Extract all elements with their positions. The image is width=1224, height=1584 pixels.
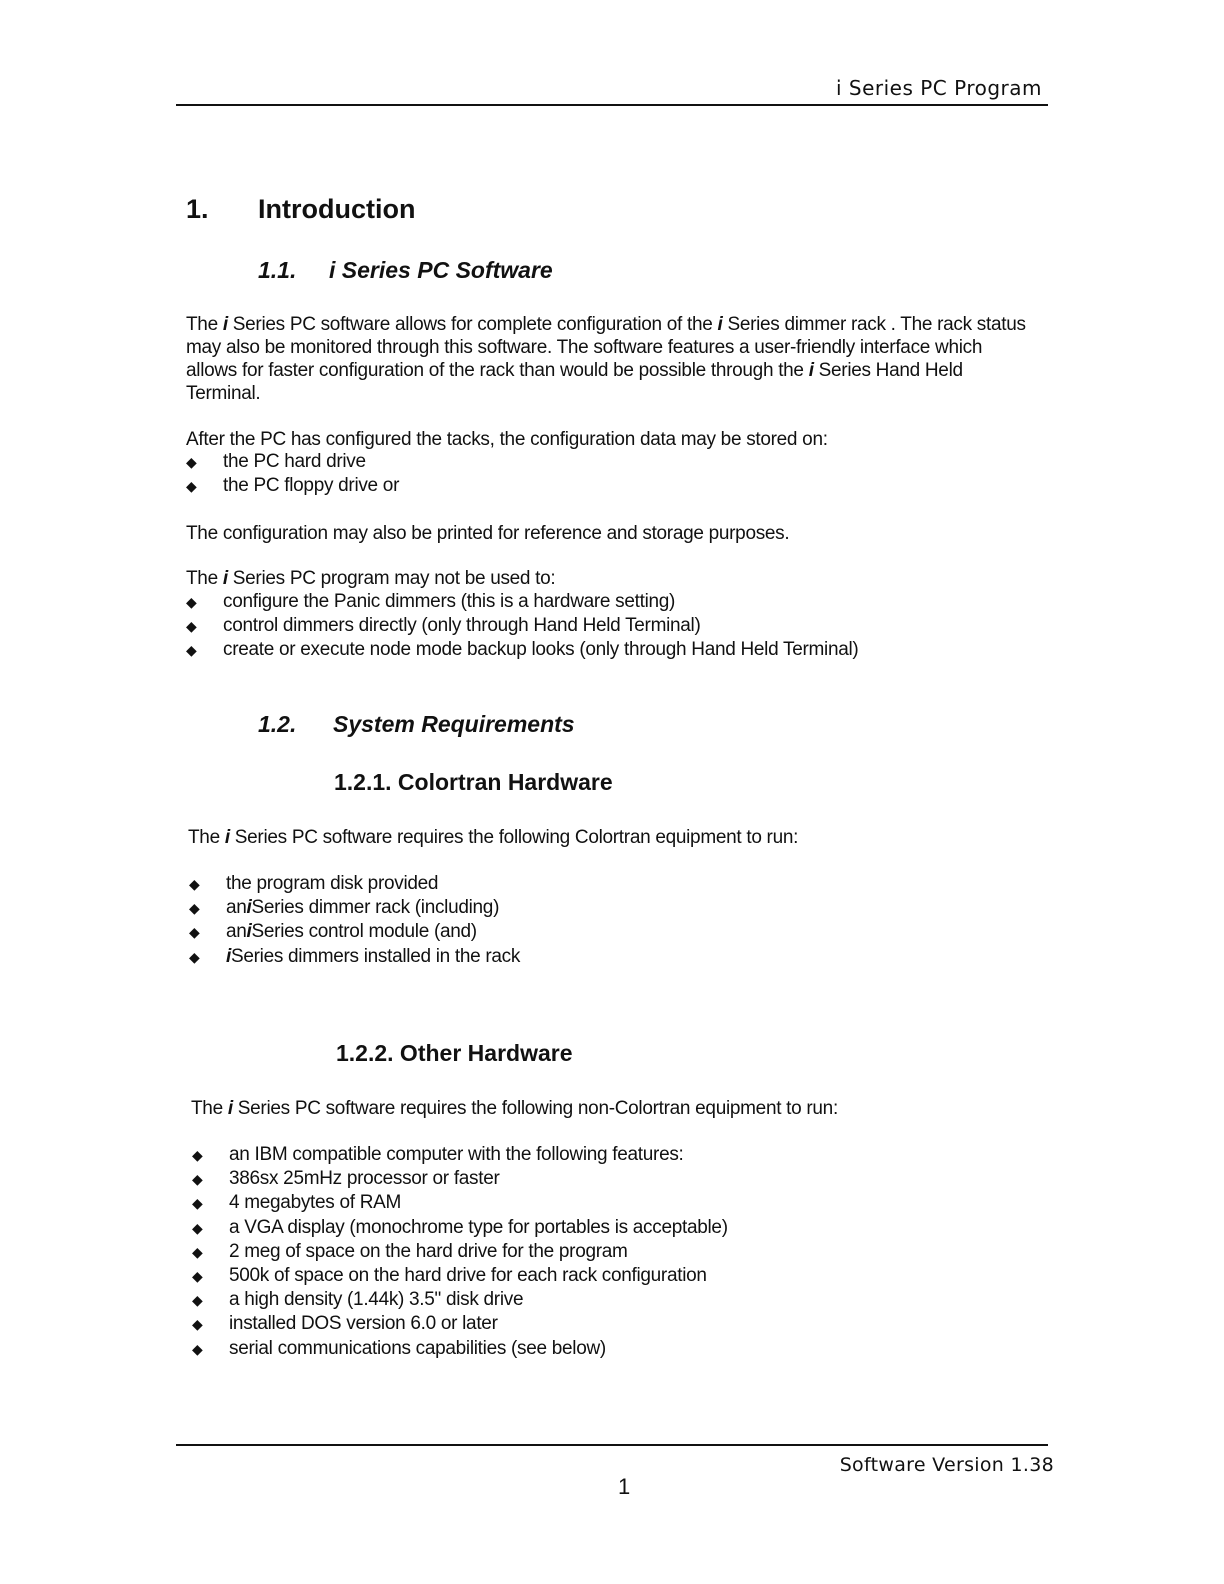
colortran-list (189, 872, 520, 969)
diamond-bullet-icon: ◆ (189, 948, 200, 965)
section-1-2-number: 1.2. (258, 711, 297, 737)
diamond-bullet-icon: ◆ (186, 454, 197, 470)
diamond-bullet-icon: ◆ (186, 642, 197, 659)
list-item: ◆ a high density (1.44k) 3.5" disk drive (192, 1288, 728, 1312)
header-rule (176, 104, 1048, 106)
footer-rule (176, 1444, 1048, 1446)
section-1-2-1-title: 1.2.1. Colortran Hardware (334, 769, 613, 795)
print-paragraph: The configuration may also be printed for reference and storage purposes. (186, 523, 790, 544)
page-number: 1 (618, 1474, 631, 1499)
running-header: i Series PC Program (835, 76, 1042, 100)
diamond-bullet-icon: ◆ (189, 924, 200, 941)
section-1-number: 1. (186, 194, 209, 224)
list-item: ◆ 386sx 25mHz processor or faster (192, 1167, 728, 1191)
list-item: ◆ installed DOS version 6.0 or later (192, 1312, 728, 1336)
not-used-list (186, 590, 858, 663)
intro-paragraph: The i Series PC software allows for complete configuration of the i Series dimmer rack . The rack status may also be monitored through this software. The software features a user-friendly interface which allows for faster configuration of the rack than would be possible through the i Series Hand Held Terminal. (186, 314, 1026, 404)
diamond-bullet-icon: ◆ (192, 1147, 203, 1163)
diamond-bullet-icon: ◆ (192, 1292, 203, 1309)
list-item: ◆ 2 meg of space on the hard drive for the program (192, 1240, 728, 1264)
storage-list (186, 450, 399, 498)
section-1-2-title: System Requirements (333, 711, 575, 737)
list-item: ◆ configure the Panic dimmers (this is a hardware setting) (186, 590, 858, 614)
diamond-bullet-icon: ◆ (186, 618, 197, 635)
colortran-intro: The i Series PC software requires the following Colortran equipment to run: (188, 827, 799, 848)
diamond-bullet-icon: ◆ (189, 876, 200, 892)
section-1-title: Introduction (258, 194, 416, 224)
diamond-bullet-icon: ◆ (189, 900, 200, 917)
list-item: ◆ the PC hard drive (186, 450, 399, 474)
diamond-bullet-icon: ◆ (192, 1195, 203, 1212)
diamond-bullet-icon: ◆ (192, 1267, 203, 1284)
list-item: ◆ create or execute node mode backup looks (only through Hand Held Terminal) (186, 638, 858, 662)
other-hardware-list (192, 1143, 728, 1361)
storage-intro: After the PC has configured the tacks, the configuration data may be stored on: (186, 429, 828, 450)
diamond-bullet-icon: ◆ (192, 1219, 203, 1236)
diamond-bullet-icon: ◆ (192, 1243, 203, 1260)
diamond-bullet-icon: ◆ (192, 1340, 203, 1357)
diamond-bullet-icon: ◆ (186, 478, 197, 495)
section-1-1-title: i Series PC Software (329, 257, 553, 283)
list-item: ◆ control dimmers directly (only through Hand Held Terminal) (186, 614, 858, 638)
list-item: ◆ an i Series dimmer rack (including) (189, 896, 520, 920)
section-1-2-2-title: 1.2.2. Other Hardware (336, 1040, 573, 1066)
list-item: ◆ an i Series control module (and) (189, 920, 520, 944)
list-item: ◆ 4 megabytes of RAM (192, 1191, 728, 1215)
list-item: ◆ 500k of space on the hard drive for each rack configuration (192, 1264, 728, 1288)
diamond-bullet-icon: ◆ (192, 1171, 203, 1188)
not-used-intro: The i Series PC program may not be used to: (186, 568, 556, 589)
diamond-bullet-icon: ◆ (192, 1316, 203, 1333)
footer-version: Software Version 1.38 (839, 1454, 1054, 1476)
list-item: ◆ i Series dimmers installed in the rack (189, 945, 520, 969)
list-item: ◆ a VGA display (monochrome type for portables is acceptable) (192, 1216, 728, 1240)
list-item: ◆ the program disk provided (189, 872, 520, 896)
other-hardware-intro: The i Series PC software requires the following non-Colortran equipment to run: (191, 1098, 838, 1119)
list-item: ◆ serial communications capabilities (see below) (192, 1337, 728, 1361)
list-item: ◆ an IBM compatible computer with the following features: (192, 1143, 728, 1167)
section-1-1-number: 1.1. (258, 257, 297, 283)
diamond-bullet-icon: ◆ (186, 594, 197, 610)
list-item: ◆ the PC floppy drive or (186, 474, 399, 498)
